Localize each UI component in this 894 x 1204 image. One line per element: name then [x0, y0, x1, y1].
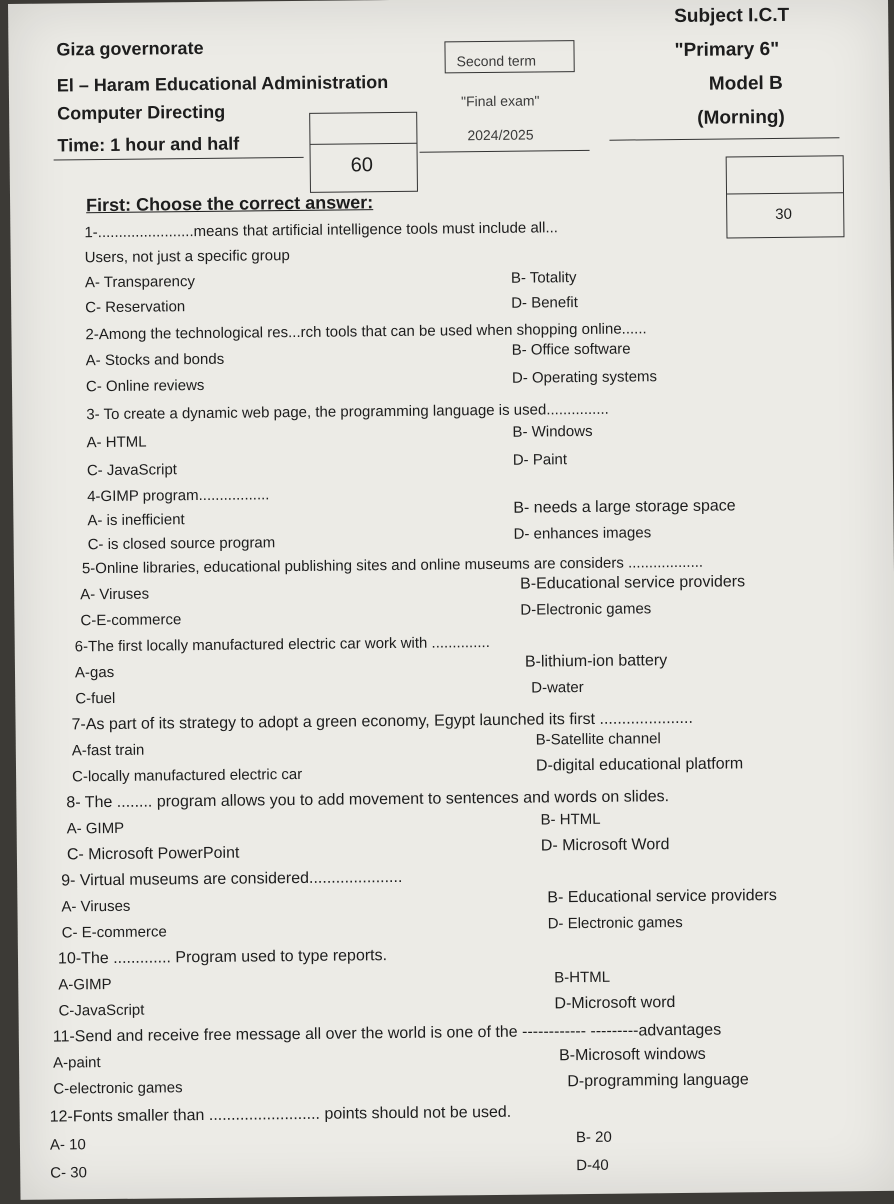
q12-option-d: D-40 [576, 1156, 609, 1175]
q8-option-b: B- HTML [540, 810, 601, 829]
q11-option-a: A-paint [53, 1054, 101, 1072]
q10-option-b: B-HTML [554, 968, 611, 987]
q4-option-c: C- is closed source program [87, 534, 276, 554]
question-11-text: 11-Send and receive free message all over the world is one of the ------------ ---------advantages [52, 1021, 722, 1046]
question-9-text: 9- Virtual museums are considered..................... [61, 868, 403, 890]
time-label: Time: 1 hour and half [57, 133, 240, 156]
question-7-text: 7-As part of its strategy to adopt a green economy, Egypt launched its first ..................... [71, 709, 693, 734]
q3-option-b: B- Windows [512, 422, 593, 441]
q2-option-a: A- Stocks and bonds [85, 350, 225, 370]
question-4-text: 4-GIMP program................. [87, 486, 270, 506]
question-10-text: 10-The ............. Program used to type reports. [57, 947, 388, 968]
q9-option-c: C- E-commerce [61, 923, 167, 942]
q5-option-c: C-E-commerce [80, 611, 182, 630]
directing-label: Computer Directing [57, 101, 226, 124]
section-score-value: 30 [775, 205, 793, 223]
shift-label: (Morning) [697, 106, 785, 129]
subject-label: Subject I.C.T [674, 4, 790, 28]
q6-option-d: D-water [531, 679, 584, 697]
q6-option-c: C-fuel [75, 689, 116, 708]
q1-option-b: B- Totality [510, 269, 577, 287]
question-6-text: 6-The first locally manufactured electric car work with .............. [74, 633, 490, 656]
year-label: 2024/2025 [467, 126, 534, 144]
q4-option-d: D- enhances images [513, 524, 652, 543]
total-score-value: 60 [350, 154, 374, 177]
q11-option-b: B-Microsoft windows [558, 1045, 706, 1065]
term-label: Second term [456, 52, 537, 70]
section-title: First: Choose the correct answer: [86, 192, 374, 216]
q10-option-a: A-GIMP [58, 975, 112, 994]
q6-option-a: A-gas [74, 663, 115, 682]
header-underline-left [54, 157, 304, 161]
question-1-continuation: Users, not just a specific group [84, 247, 290, 267]
governorate-label: Giza governorate [56, 37, 204, 60]
question-3-text: 3- To create a dynamic web page, the programming language is used............... [86, 400, 609, 424]
q8-option-a: A- GIMP [66, 819, 125, 838]
q3-option-d: D- Paint [512, 451, 568, 469]
q4-option-b: B- needs a large storage space [513, 497, 736, 517]
q9-option-a: A- Viruses [61, 897, 131, 916]
header-underline-right [609, 137, 839, 140]
exam-paper [8, 0, 894, 1200]
q3-option-c: C- JavaScript [86, 461, 178, 480]
q9-option-b: B- Educational service providers [547, 886, 777, 907]
model-label: Model B [708, 72, 783, 95]
q5-option-b: B-Educational service providers [520, 573, 746, 593]
q7-option-a: A-fast train [71, 741, 145, 760]
q4-option-a: A- is inefficient [87, 511, 185, 530]
question-1-text: 1-.......................means that artificial intelligence tools must include all... [84, 219, 559, 242]
q7-option-c: C-locally manufactured electric car [72, 765, 303, 786]
q2-option-b: B- Office software [511, 340, 631, 359]
q3-option-a: A- HTML [86, 433, 147, 452]
q1-option-a: A- Transparency [84, 273, 196, 292]
q10-option-d: D-Microsoft word [554, 994, 676, 1013]
question-8-text: 8- The ........ program allows you to add movement to sentences and words on slides. [66, 788, 670, 812]
total-score-box [309, 112, 418, 193]
question-5-text: 5-Online libraries, educational publishing sites and online museums are considers .................. [81, 553, 704, 578]
q11-option-c: C-electronic games [53, 1079, 183, 1098]
q5-option-a: A- Viruses [80, 585, 150, 604]
q1-option-c: C- Reservation [85, 298, 186, 317]
exam-label: "Final exam" [460, 92, 540, 110]
section-score-box [726, 155, 845, 238]
q6-option-b: B-lithium-ion battery [524, 652, 668, 671]
q2-option-d: D- Operating systems [511, 368, 658, 387]
q12-option-b: B- 20 [575, 1128, 612, 1147]
header-underline-middle [420, 150, 590, 153]
term-box [444, 40, 574, 73]
q8-option-d: D- Microsoft Word [540, 836, 670, 855]
administration-label: El – Haram Educational Administration [56, 72, 389, 96]
q9-option-d: D- Electronic games [547, 913, 683, 933]
q2-option-c: C- Online reviews [85, 376, 205, 396]
q12-option-c: C- 30 [50, 1164, 88, 1182]
q1-option-d: D- Benefit [511, 294, 578, 312]
grade-label: "Primary 6" [674, 38, 780, 62]
question-12-text: 12-Fonts smaller than ......................... points should not be used. [49, 1103, 512, 1126]
q5-option-d: D-Electronic games [520, 600, 652, 619]
q11-option-d: D-programming language [567, 1071, 749, 1091]
q7-option-d: D-digital educational platform [535, 755, 744, 775]
q8-option-c: C- Microsoft PowerPoint [66, 844, 240, 864]
q12-option-a: A- 10 [49, 1136, 86, 1154]
q10-option-c: C-JavaScript [58, 1001, 145, 1020]
question-2-text: 2-Among the technological res...rch tools that can be used when shopping online...... [85, 320, 647, 344]
q7-option-b: B-Satellite channel [535, 730, 661, 749]
